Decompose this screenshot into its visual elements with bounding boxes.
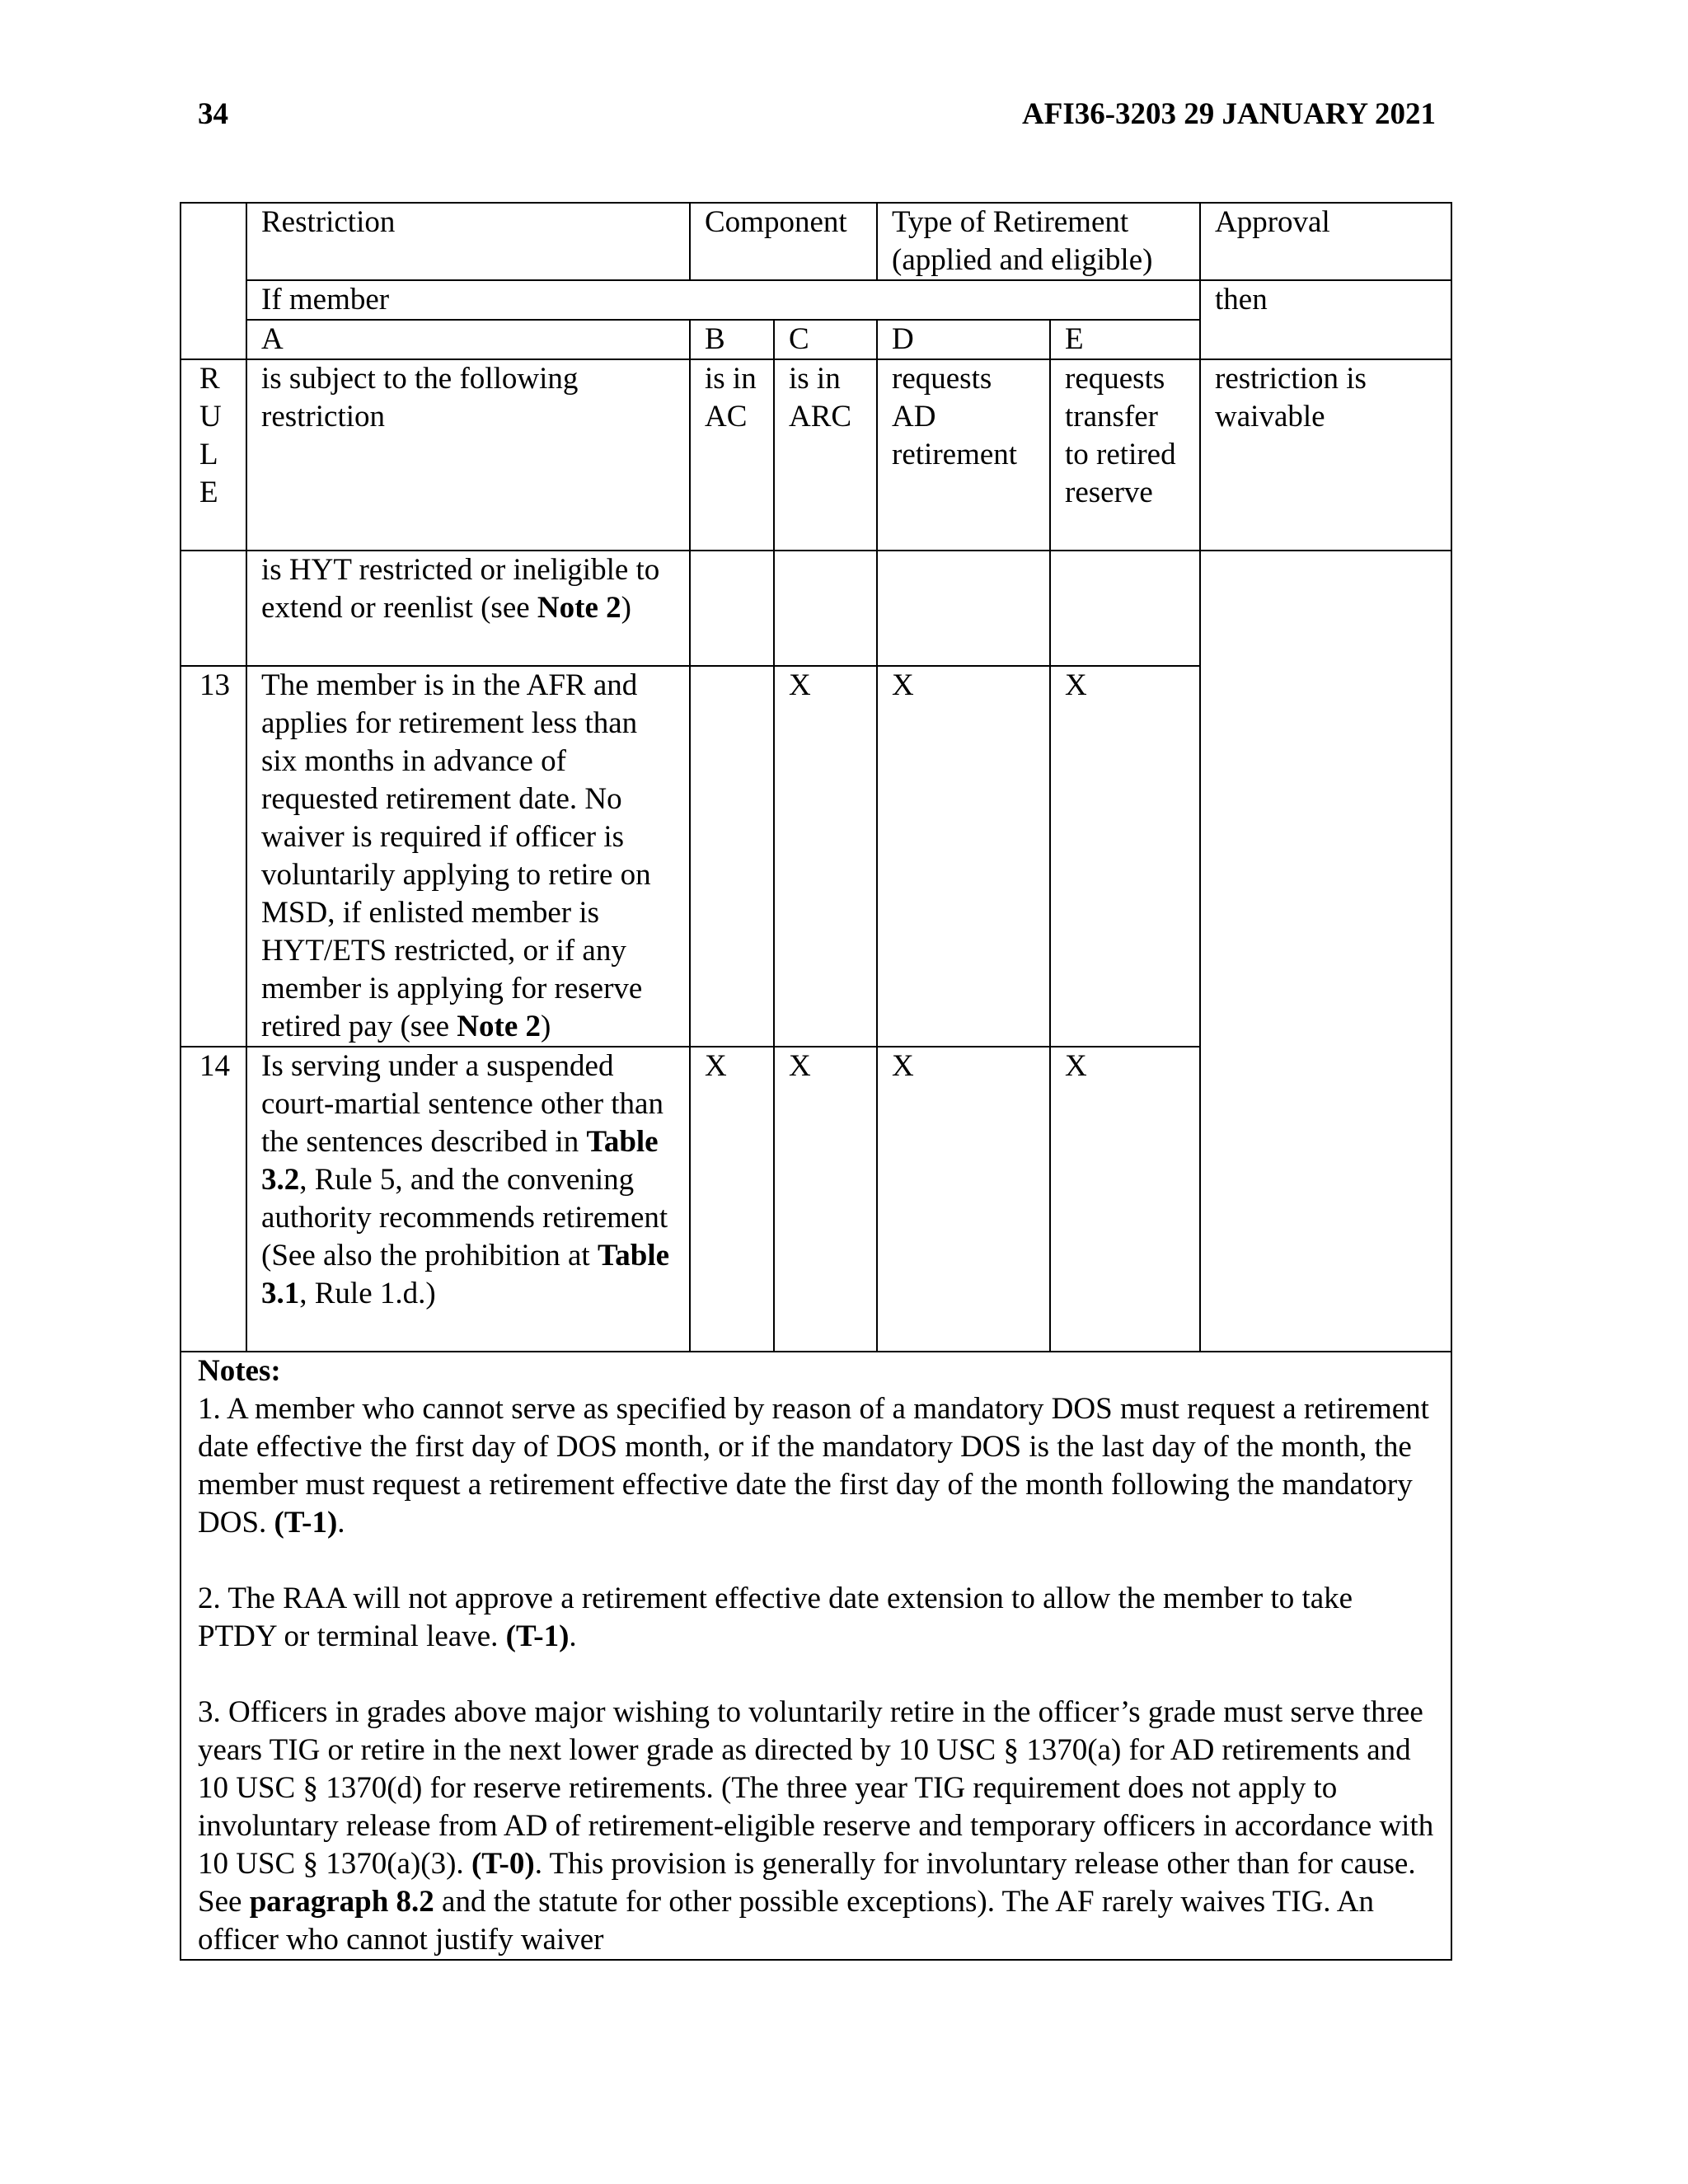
rule-header-blank (181, 203, 246, 359)
column-desc-approval: restriction is waivable (1200, 359, 1451, 551)
header-restriction: Restriction (246, 203, 690, 280)
mark-d: X (877, 1047, 1050, 1352)
rule-number: 13 (181, 666, 246, 1047)
rule-number (181, 551, 246, 666)
column-letter-c: C (774, 320, 877, 359)
notes-heading: Notes: (198, 1354, 281, 1388)
mark-b: X (690, 1047, 774, 1352)
column-desc-b: is in AC (690, 359, 774, 551)
column-letter-d: D (877, 320, 1050, 359)
notes-section (181, 1352, 1451, 1960)
document-id: AFI36-3203 29 JANUARY 2021 (1022, 97, 1436, 131)
header-then: then (1200, 280, 1451, 359)
retirement-restrictions-table (180, 202, 1452, 1961)
column-desc-c: is in ARC (774, 359, 877, 551)
column-letter-e: E (1050, 320, 1200, 359)
column-desc-d: requests AD retirement (877, 359, 1050, 551)
mark-b (690, 666, 774, 1047)
column-letter-a: A (246, 320, 690, 359)
mark-b (690, 551, 774, 666)
column-desc-a: is subject to the following restriction (246, 359, 690, 551)
mark-c: X (774, 1047, 877, 1352)
mark-e (1050, 551, 1200, 666)
header-component: Component (690, 203, 877, 280)
mark-c: X (774, 666, 877, 1047)
mark-d (877, 551, 1050, 666)
note-2: 2. The RAA will not approve a retirement effective date extension to allow the member to take PTDY or terminal leave. (T-1). (198, 1582, 1353, 1653)
mark-c (774, 551, 877, 666)
header-if-member: If member (246, 280, 1200, 320)
restriction-cell: is HYT restricted or ineligible to extend or reenlist (see Note 2) (246, 551, 690, 666)
approval-blank (1200, 551, 1451, 1352)
mark-e: X (1050, 1047, 1200, 1352)
restriction-cell: The member is in the AFR and applies for retirement less than six months in advance of requested retirement date. No waiver is required if officer is voluntarily applying to retire on MSD, if enlisted member is HYT/ETS restricted, or if any member is applying for reserve retired pay (see Note 2) (246, 666, 690, 1047)
mark-d: X (877, 666, 1050, 1047)
table-row (181, 551, 1451, 666)
restriction-cell: Is serving under a suspended court-martial sentence other than the sentences described in Table 3.2, Rule 5, and the convening authority recommends retirement (See also the prohibition at Table 3.1, Rule 1.d.) (246, 1047, 690, 1352)
rule-number: 14 (181, 1047, 246, 1352)
note-1: 1. A member who cannot serve as specified by reason of a mandatory DOS must request a retirement date effective the first day of DOS month, or if the mandatory DOS is the last day of the month, the member must request a retirement effective date the first day of the month following the mandatory DOS. (T-1). (198, 1392, 1429, 1540)
rule-label: R U L E (181, 359, 246, 551)
mark-e: X (1050, 666, 1200, 1047)
header-type-of-retirement: Type of Retirement (applied and eligible) (877, 203, 1200, 280)
column-desc-e: requests transfer to retired reserve (1050, 359, 1200, 551)
column-letter-b: B (690, 320, 774, 359)
note-3: 3. Officers in grades above major wishing to voluntarily retire in the officer’s grade must serve three years TIG or retire in the next lower grade as directed by 10 USC § 1370(a) for AD retirements and 10 USC § 1370(d) for reserve retirements. (The three year TIG requirement does not apply to involuntary release from AD of retirement-eligible reserve and temporary officers in accordance with 10 USC § 1370(a)(3). (T-0). This provision is generally for involuntary release other than for cause. See paragraph 8.2 and the statute for other possible exceptions). The AF rarely waives TIG. An officer who cannot justify waiver (198, 1695, 1434, 1957)
page-number: 34 (198, 97, 228, 131)
header-approval: Approval (1200, 203, 1451, 280)
